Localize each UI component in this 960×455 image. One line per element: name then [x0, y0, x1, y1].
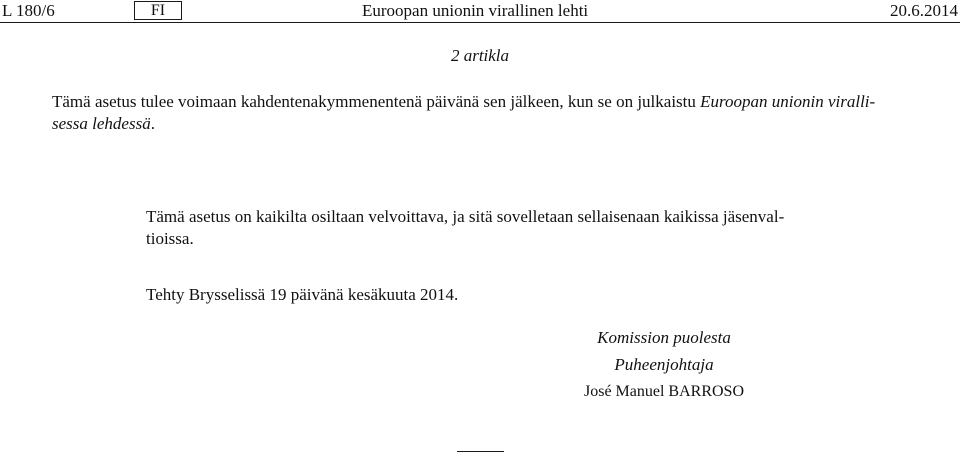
signature-role: Puheenjohtaja: [614, 355, 714, 374]
article-heading: 2 artikla: [450, 46, 510, 65]
journal-name-italic-cont: sessa lehdessä: [52, 114, 151, 133]
binding-clause-line-1: Tämä asetus on kaikilta osiltaan velvoittava, ja sitä sovelletaan sellaisenaan kaikissa jäsenval-: [146, 207, 785, 226]
journal-name-italic: Euroopan unionin viralli-: [700, 92, 876, 111]
publication-date: 20.6.2014: [890, 1, 958, 20]
binding-clause-line-2: tioissa.: [146, 229, 194, 248]
paragraph-text: Tämä asetus tulee voimaan kahdentenakymmenentenä päivänä sen jälkeen, kun se on julkaistu: [52, 92, 701, 111]
language-code-box: FI: [134, 1, 182, 20]
paragraph-period: .: [150, 114, 155, 133]
header-rule: [0, 22, 960, 23]
entry-into-force-paragraph: [52, 91, 952, 135]
journal-title: Euroopan unionin virallinen lehti: [362, 1, 589, 20]
done-at-paragraph: Tehty Brysselissä 19 päivänä kesäkuuta 2014.: [146, 285, 459, 304]
end-rule: [457, 451, 504, 452]
page-reference: L 180/6: [2, 1, 55, 20]
signatory-name: José Manuel BARROSO: [583, 383, 744, 400]
signature-on-behalf: Komission puolesta: [597, 328, 731, 347]
binding-clause-paragraph: [146, 206, 826, 250]
